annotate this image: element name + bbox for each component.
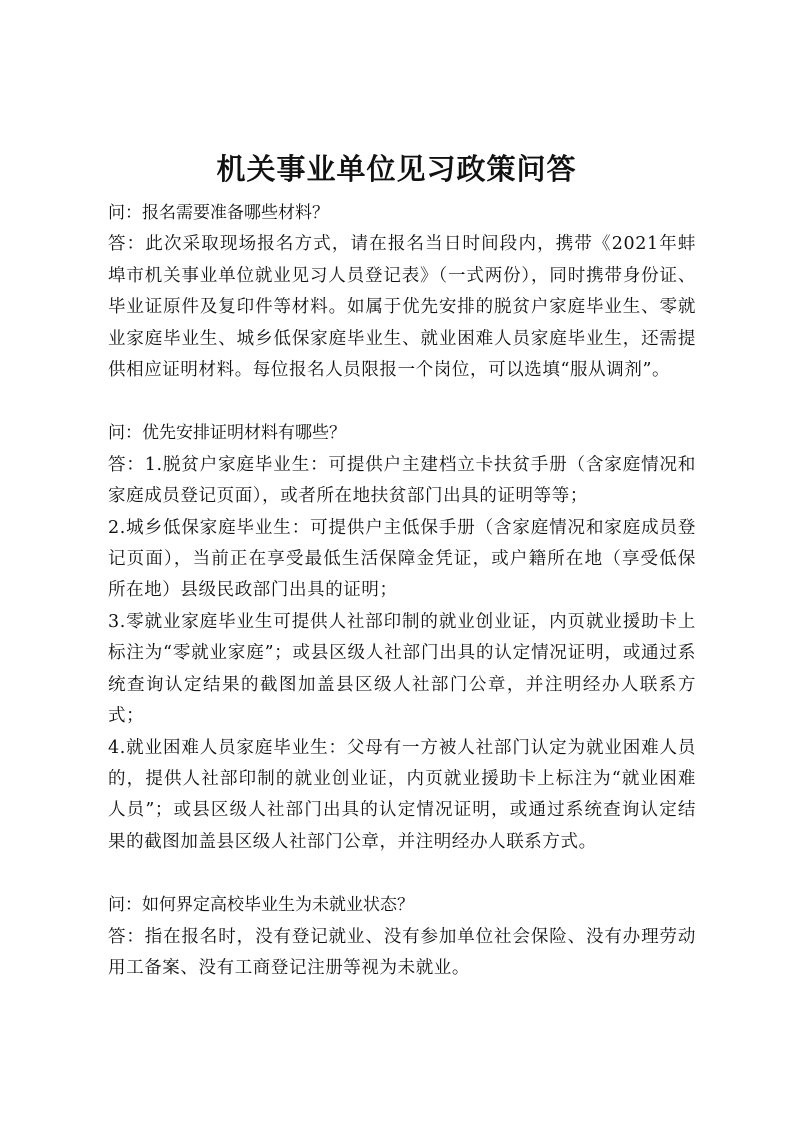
qa-content (108, 198, 696, 984)
answer-paragraph: 答：此次采取现场报名方式，请在报名当日时间段内，携带《2021年蚌埠市机关事业单位就业见习人员登记表》（一式两份），同时携带身份证、毕业证原件及复印件等材料。如属于优先安排的脱贫户家庭毕业生、零就业家庭毕业生、城乡低保家庭毕业生、就业困难人员家庭毕业生，还需提供相应证明材料。每位报名人员限报一个岗位，可以选填“服从调剂”。 (108, 234, 696, 381)
question-text: 问：报名需要准备哪些材料？ (108, 203, 329, 223)
answer-paragraph: 答：指在报名时，没有登记就业、没有参加单位社会保险、没有办理劳动用工备案、没有工商登记注册等视为未就业。 (108, 926, 696, 978)
question-text: 问：如何界定高校毕业生为未就业状态？ (108, 895, 414, 916)
answer-paragraph: 2.城乡低保家庭毕业生：可提供户主低保手册（含家庭情况和家庭成员登记页面），当前正在享受最低生活保障金凭证，或户籍所在地（享受低保所在地）县级民政部门出具的证明； (108, 517, 696, 601)
answer-paragraph: 答：1.脱贫户家庭毕业生：可提供户主建档立卡扶贫手册（含家庭情况和家庭成员登记页面），或者所在地扶贫部门出具的证明等等； (108, 454, 696, 507)
answer-paragraph: 4.就业困难人员家庭毕业生：父母有一方被人社部门认定为就业困难人员的，提供人社部印制的就业创业证，内页就业援助卡上标注为“就业困难人员”；或县区级人社部门出具的认定情况证明，或通过系统查询认定结果的截图加盖县区级人社部门公章，并注明经办人联系方式。 (108, 737, 696, 852)
answer-paragraph: 3.零就业家庭毕业生可提供人社部印制的就业创业证，内页就业援助卡上标注为“零就业家庭”；或县区级人社部门出具的认定情况证明，或通过系统查询认定结果的截图加盖县区级人社部门公章，并注明经办人联系方式； (108, 611, 696, 727)
qa-section-materials (108, 198, 696, 386)
page-title: 机关事业单位见习政策问答 (216, 152, 577, 187)
qa-section-unemployed-status (108, 890, 696, 984)
question-text: 问：优先安排证明材料有哪些？ (108, 423, 346, 444)
qa-section-priority-proof (108, 418, 696, 858)
